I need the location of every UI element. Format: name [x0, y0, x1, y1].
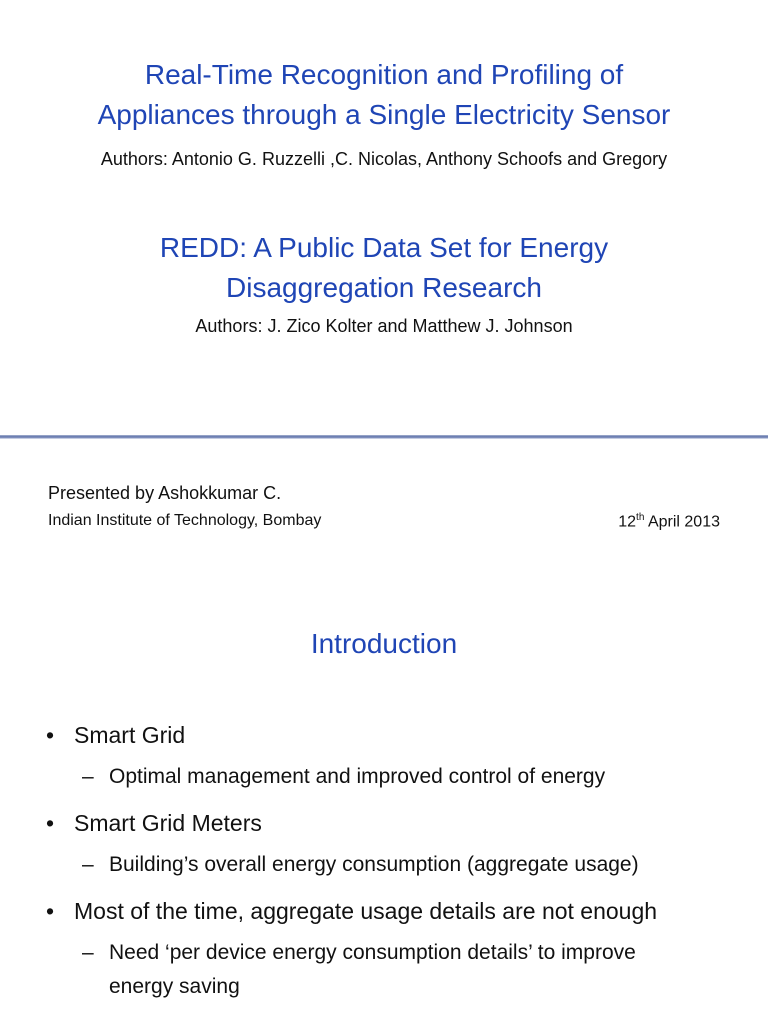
- sub-bullet-text-line2: energy saving: [109, 975, 240, 998]
- bullet-text: Smart Grid: [74, 722, 186, 748]
- slide-introduction: [0, 440, 768, 1024]
- date-rest: April 2013: [644, 513, 720, 531]
- slide-title: [0, 0, 768, 440]
- bullet-item: [46, 808, 736, 838]
- paper1-title: [0, 55, 768, 135]
- sub-bullet-text-line1: Need ‘per device energy consumption details’ to improve: [109, 941, 636, 964]
- paper2-title: [0, 228, 768, 308]
- institute-name: Indian Institute of Technology, Bombay: [48, 512, 322, 529]
- paper1-title-line2: Appliances through a Single Electricity Sensor: [97, 99, 671, 130]
- section-heading: Introduction: [310, 628, 458, 659]
- sub-bullet-text: Building’s overall energy consumption (aggregate usage): [109, 853, 639, 876]
- paper2-title-line2: Disaggregation Research: [226, 272, 542, 303]
- date-day: 12: [618, 513, 637, 531]
- bullet-list: [46, 720, 736, 1004]
- bullet-text: Smart Grid Meters: [74, 810, 262, 836]
- bullet-text: Most of the time, aggregate usage details are not enough: [74, 898, 658, 924]
- bullet-item: [46, 896, 736, 926]
- sub-bullet-item: [46, 936, 736, 1004]
- sub-bullet-marker: –: [82, 941, 94, 964]
- date-suffix: th: [636, 512, 645, 523]
- sub-bullet-marker: –: [82, 853, 94, 876]
- presentation-date: [618, 512, 720, 531]
- paper2-title-line1: REDD: A Public Data Set for Energy: [159, 232, 609, 263]
- paper1-authors: Authors: Antonio G. Ruzzelli ,C. Nicolas, Anthony Schoofs and Gregory: [100, 149, 668, 169]
- sub-bullet-item: [46, 760, 736, 794]
- sub-bullet-marker: –: [82, 765, 94, 788]
- sub-bullet-text: Optimal management and improved control of energy: [109, 765, 606, 788]
- slide-divider: [0, 435, 768, 439]
- paper1-title-line1: Real-Time Recognition and Profiling of: [144, 59, 624, 90]
- bullet-marker: •: [46, 898, 55, 924]
- sub-bullet-item: [46, 848, 736, 882]
- bullet-marker: •: [46, 722, 55, 748]
- bullet-item: [46, 720, 736, 750]
- bullet-marker: •: [46, 810, 55, 836]
- presenter-name: Presented by Ashokkumar C.: [48, 483, 282, 503]
- paper2-authors: Authors: J. Zico Kolter and Matthew J. Johnson: [195, 316, 573, 336]
